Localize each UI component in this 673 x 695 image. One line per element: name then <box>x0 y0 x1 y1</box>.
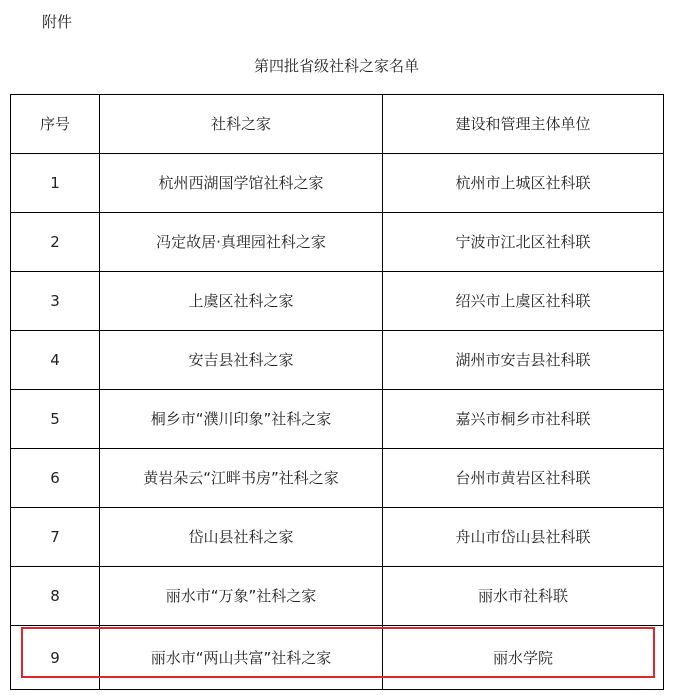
row-home-name: 丽水市“万象”社科之家 <box>100 567 383 626</box>
page-title: 第四批省级社科之家名单 <box>253 57 419 75</box>
row-managing-unit: 台州市黄岩区社科联 <box>383 449 664 508</box>
row-home-name: 岱山县社科之家 <box>100 508 383 567</box>
row-index: 1 <box>11 154 100 213</box>
row-managing-unit: 绍兴市上虞区社科联 <box>383 272 664 331</box>
row-index: 2 <box>11 213 100 272</box>
row-index: 6 <box>11 449 100 508</box>
row-home-name: 黄岩朵云“江畔书房”社科之家 <box>100 449 383 508</box>
row-managing-unit: 丽水学院 <box>383 626 664 690</box>
table-row <box>11 390 664 449</box>
row-index: 7 <box>11 508 100 567</box>
table-row <box>11 154 664 213</box>
table-row <box>11 508 664 567</box>
row-managing-unit: 湖州市安吉县社科联 <box>383 331 664 390</box>
header-index: 序号 <box>11 95 100 154</box>
table-row <box>11 272 664 331</box>
row-home-name: 杭州西湖国学馆社科之家 <box>100 154 383 213</box>
attachment-label: 附件 <box>42 13 73 31</box>
header-home-name: 社科之家 <box>100 95 383 154</box>
row-index: 8 <box>11 567 100 626</box>
table-row <box>11 331 664 390</box>
row-managing-unit: 舟山市岱山县社科联 <box>383 508 664 567</box>
row-managing-unit: 嘉兴市桐乡市社科联 <box>383 390 664 449</box>
row-managing-unit: 丽水市社科联 <box>383 567 664 626</box>
row-home-name: 冯定故居·真理园社科之家 <box>100 213 383 272</box>
table-header-row <box>11 95 664 154</box>
row-managing-unit: 杭州市上城区社科联 <box>383 154 664 213</box>
row-index: 4 <box>11 331 100 390</box>
row-index: 9 <box>11 626 100 690</box>
social-science-home-table <box>10 94 664 690</box>
table-row <box>11 213 664 272</box>
row-home-name: 上虞区社科之家 <box>100 272 383 331</box>
row-index: 3 <box>11 272 100 331</box>
row-home-name: 丽水市“两山共富”社科之家 <box>100 626 383 690</box>
row-managing-unit: 宁波市江北区社科联 <box>383 213 664 272</box>
table-row-highlighted <box>11 626 664 690</box>
row-index: 5 <box>11 390 100 449</box>
row-home-name: 安吉县社科之家 <box>100 331 383 390</box>
table-row <box>11 567 664 626</box>
row-home-name: 桐乡市“濮川印象”社科之家 <box>100 390 383 449</box>
table-row <box>11 449 664 508</box>
header-managing-unit: 建设和管理主体单位 <box>383 95 664 154</box>
